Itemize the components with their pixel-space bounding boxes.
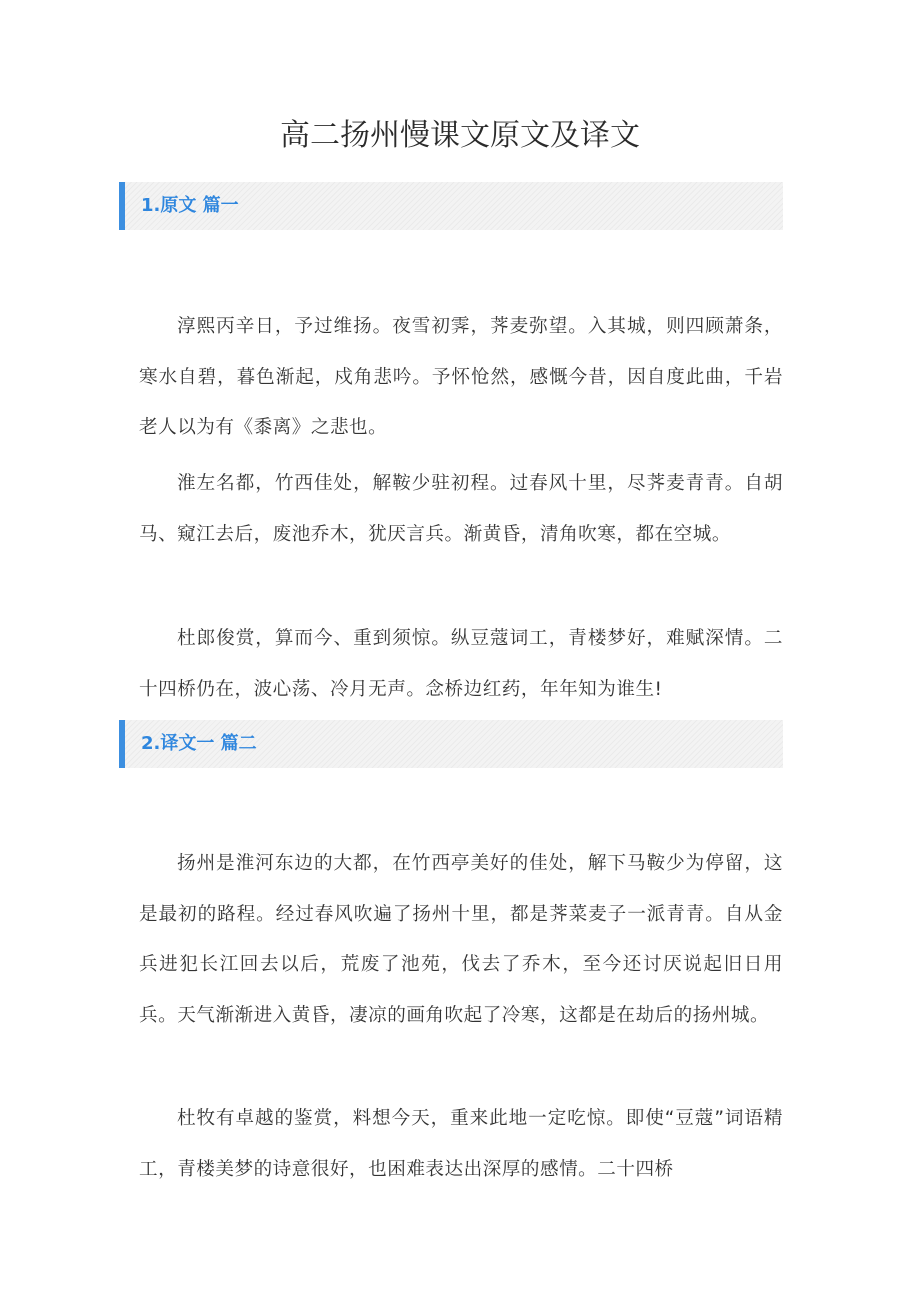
original-paragraph-stanza-1: 淮左名都，竹西佳处，解鞍少驻初程。过春风十里，尽荠麦青青。自胡马、窥江去后，废池乔木，犹厌言兵。渐黄昏，清角吹寒，都在空城。	[139, 473, 783, 545]
section-heading-label: 2.译文一 篇二	[141, 733, 257, 754]
translation-paragraph-2: 杜牧有卓越的鉴赏，料想今天，重来此地一定吃惊。即使“豆蔻”词语精工，青楼美梦的诗意很好，也困难表达出深厚的感情。二十四桥	[139, 1108, 783, 1180]
section-heading-translation	[119, 720, 783, 768]
section-heading-original	[119, 182, 783, 230]
original-paragraph-preface: 淳熙丙辛日，予过维扬。夜雪初霁，荠麦弥望。入其城，则四顾萧条，寒水自碧，暮色渐起，戍角悲吟。予怀怆然，感慨今昔，因自度此曲，千岩老人以为有《黍离》之悲也。	[139, 316, 783, 438]
section-heading-label: 1.原文 篇一	[141, 195, 239, 216]
original-paragraph-stanza-2: 杜郎俊赏，算而今、重到须惊。纵豆蔻词工，青楼梦好，难赋深情。二十四桥仍在，波心荡、冷月无声。念桥边红药，年年知为谁生!	[139, 628, 783, 700]
document-title: 高二扬州慢课文原文及译文	[280, 118, 640, 153]
translation-paragraph-1: 扬州是淮河东边的大都，在竹西亭美好的佳处，解下马鞍少为停留，这是最初的路程。经过春风吹遍了扬州十里，都是荠菜麦子一派青青。自从金兵进犯长江回去以后，荒废了池苑，伐去了乔木，至今还讨厌说起旧日用兵。天气渐渐进入黄昏，凄凉的画角吹起了冷寒，这都是在劫后的扬州城。	[139, 853, 783, 1026]
